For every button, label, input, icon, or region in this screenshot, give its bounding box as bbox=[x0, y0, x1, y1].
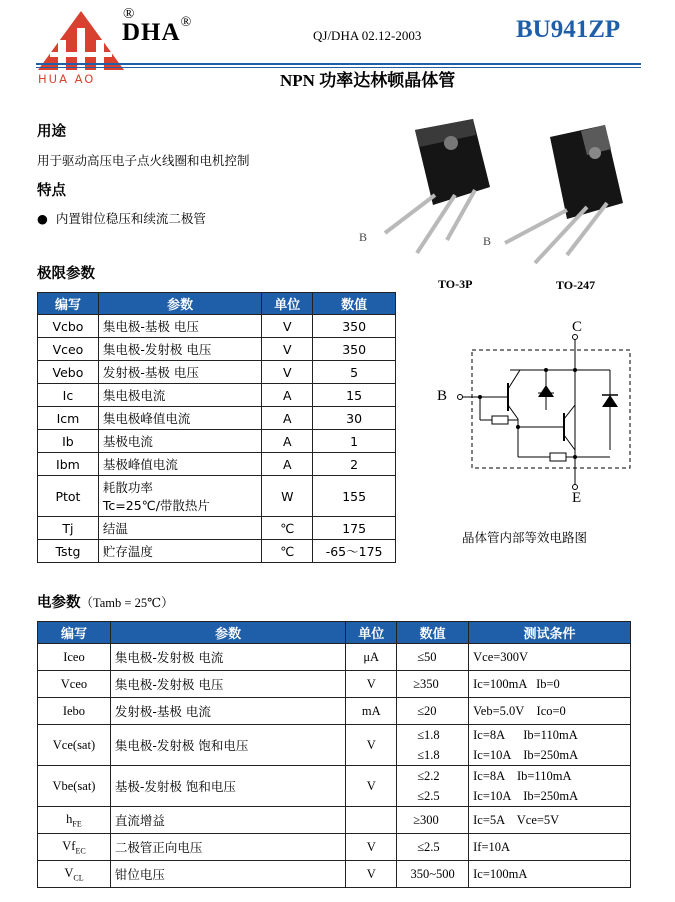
value-cell: 350 bbox=[313, 338, 396, 361]
unit-cell: V bbox=[346, 725, 397, 766]
param-cell: 集电极-发射极 电流 bbox=[110, 644, 345, 671]
unit-cell: V bbox=[346, 671, 397, 698]
value-cell: -65～175 bbox=[313, 540, 396, 563]
limits-table bbox=[37, 292, 396, 563]
value-cell: 350~500 bbox=[397, 861, 469, 888]
elec-col-symbol: 编写 bbox=[38, 622, 111, 644]
value-cell: ≤2.5 bbox=[397, 834, 469, 861]
to247-package bbox=[505, 125, 623, 263]
unit-cell: V bbox=[262, 338, 313, 361]
usage-text: 用于驱动高压电子点火线圈和电机控制 bbox=[37, 153, 250, 168]
value-cell: ≤2.2 ≤2.5 bbox=[397, 766, 469, 807]
symbol-cell: Vce(sat) bbox=[38, 725, 111, 766]
table-row bbox=[38, 407, 396, 430]
param-cell: 集电极电流 bbox=[98, 384, 262, 407]
param-cell: 集电极-基极 电压 bbox=[98, 315, 262, 338]
symbol-cell: Iebo bbox=[38, 698, 111, 725]
brand-name: DHA® bbox=[122, 15, 193, 46]
symbol-cell: Ibm bbox=[38, 453, 99, 476]
header-rule bbox=[36, 63, 641, 65]
param-cell: 钳位电压 bbox=[110, 861, 345, 888]
table-row bbox=[38, 671, 631, 698]
param-cell: 基极-发射极 饱和电压 bbox=[110, 766, 345, 807]
usage-title: 用途 bbox=[37, 124, 66, 140]
table-row bbox=[38, 861, 631, 888]
value-cell: ≤20 bbox=[397, 698, 469, 725]
param-cell: 结温 bbox=[98, 517, 262, 540]
unit-cell: A bbox=[262, 453, 313, 476]
unit-cell: V bbox=[346, 834, 397, 861]
unit-cell: mA bbox=[346, 698, 397, 725]
electrical-table bbox=[37, 621, 631, 888]
table-row bbox=[38, 517, 396, 540]
logo-registered-mark: ® bbox=[123, 6, 135, 22]
unit-cell: V bbox=[346, 766, 397, 807]
unit-cell: A bbox=[262, 384, 313, 407]
unit-cell: A bbox=[262, 407, 313, 430]
unit-cell: A bbox=[262, 430, 313, 453]
circuit-caption: 晶体管内部等效电路图 bbox=[462, 530, 588, 545]
features-title: 特点 bbox=[37, 183, 66, 199]
param-cell: 发射极-基极 电流 bbox=[110, 698, 345, 725]
value-cell: 175 bbox=[313, 517, 396, 540]
unit-cell: μA bbox=[346, 644, 397, 671]
value-cell: 5 bbox=[313, 361, 396, 384]
table-row bbox=[38, 807, 631, 834]
symbol-cell: Ib bbox=[38, 430, 99, 453]
elec-col-value: 数值 bbox=[397, 622, 469, 644]
symbol-cell: Icm bbox=[38, 407, 99, 430]
param-cell: 贮存温度 bbox=[98, 540, 262, 563]
condition-cell: Ic=100mA Ib=0 bbox=[469, 671, 631, 698]
value-cell: 155 bbox=[313, 476, 396, 517]
condition-cell: Ic=8A Ib=110mA Ic=10A Ib=250mA bbox=[469, 766, 631, 807]
circuit-label-e: E bbox=[572, 490, 582, 506]
package-label-to247: TO-247 bbox=[556, 278, 596, 292]
logo-text: HUA AO bbox=[38, 72, 96, 86]
table-row bbox=[38, 540, 396, 563]
symbol-cell: Vbe(sat) bbox=[38, 766, 111, 807]
circuit-label-c: C bbox=[572, 319, 583, 335]
table-row bbox=[38, 430, 396, 453]
table-row bbox=[38, 725, 631, 766]
param-cell: 二极管正向电压 bbox=[110, 834, 345, 861]
pin-b-label-right: B bbox=[483, 234, 492, 248]
elec-col-unit: 单位 bbox=[346, 622, 397, 644]
value-cell: ≥350 bbox=[397, 671, 469, 698]
param-cell: 集电极-发射极 电压 bbox=[98, 338, 262, 361]
symbol-cell: $V_{CL}$ bbox=[38, 861, 111, 888]
value-cell: 350 bbox=[313, 315, 396, 338]
table-row bbox=[38, 453, 396, 476]
feature-item: ● 内置钳位稳压和续流二极管 bbox=[37, 211, 206, 226]
table-row bbox=[38, 476, 396, 517]
limits-title: 极限参数 bbox=[37, 266, 95, 282]
symbol-cell: Tj bbox=[38, 517, 99, 540]
electrical-header-row bbox=[38, 622, 631, 644]
symbol-cell: Ptot bbox=[38, 476, 99, 517]
table-row bbox=[38, 384, 396, 407]
circuit-label-b: B bbox=[437, 388, 448, 404]
table-row bbox=[38, 315, 396, 338]
unit-cell: ℃ bbox=[262, 540, 313, 563]
limits-col-symbol: 编写 bbox=[38, 293, 99, 315]
table-row bbox=[38, 338, 396, 361]
param-cell: 集电极-发射极 饱和电压 bbox=[110, 725, 345, 766]
table-row bbox=[38, 834, 631, 861]
unit-cell: W bbox=[262, 476, 313, 517]
symbol-cell: Vceo bbox=[38, 671, 111, 698]
value-cell: 30 bbox=[313, 407, 396, 430]
value-cell: ≤1.8 ≤1.8 bbox=[397, 725, 469, 766]
symbol-cell: Vcbo bbox=[38, 315, 99, 338]
value-cell: 1 bbox=[313, 430, 396, 453]
param-cell: 集电极峰值电流 bbox=[98, 407, 262, 430]
limits-header-row bbox=[38, 293, 396, 315]
symbol-cell: $Vf_{EC}$ bbox=[38, 834, 111, 861]
condition-cell: Veb=5.0V Ico=0 bbox=[469, 698, 631, 725]
table-row bbox=[38, 361, 396, 384]
limits-col-param: 参数 bbox=[98, 293, 262, 315]
value-cell: 15 bbox=[313, 384, 396, 407]
table-row bbox=[38, 766, 631, 807]
condition-cell: If=10A bbox=[469, 834, 631, 861]
limits-col-unit: 单位 bbox=[262, 293, 313, 315]
table-row bbox=[38, 698, 631, 725]
to3p-package bbox=[385, 119, 490, 253]
param-cell: 基极电流 bbox=[98, 430, 262, 453]
electrical-title: 电参数（Tamb = 25℃） bbox=[37, 595, 174, 611]
symbol-cell: Vebo bbox=[38, 361, 99, 384]
value-cell: 2 bbox=[313, 453, 396, 476]
unit-cell: V bbox=[346, 861, 397, 888]
condition-cell: Ic=5A Vce=5V bbox=[469, 807, 631, 834]
condition-cell: Ic=8A Ib=110mA Ic=10A Ib=250mA bbox=[469, 725, 631, 766]
value-cell: ≥300 bbox=[397, 807, 469, 834]
part-number: BU941ZP bbox=[516, 16, 621, 43]
elec-col-condition: 测试条件 bbox=[469, 622, 631, 644]
symbol-cell: Iceo bbox=[38, 644, 111, 671]
equivalent-circuit bbox=[440, 315, 640, 515]
unit-cell: ℃ bbox=[262, 517, 313, 540]
pin-b-label-left: B bbox=[359, 230, 368, 244]
elec-col-param: 参数 bbox=[110, 622, 345, 644]
value-cell: ≤50 bbox=[397, 644, 469, 671]
param-cell: 发射极-基极 电压 bbox=[98, 361, 262, 384]
unit-cell: V bbox=[262, 315, 313, 338]
document-reference: QJ/DHA 02.12-2003 bbox=[313, 28, 422, 43]
symbol-cell: Tstg bbox=[38, 540, 99, 563]
param-cell: 集电极-发射极 电压 bbox=[110, 671, 345, 698]
symbol-cell: $h_{FE}$ bbox=[38, 807, 111, 834]
symbol-cell: Ic bbox=[38, 384, 99, 407]
package-label-to3p: TO-3P bbox=[438, 277, 473, 291]
page-title: NPN 功率达林顿晶体管 bbox=[280, 71, 456, 90]
param-cell: 直流增益 bbox=[110, 807, 345, 834]
table-row bbox=[38, 644, 631, 671]
unit-cell bbox=[346, 807, 397, 834]
param-cell: 基极峰值电流 bbox=[98, 453, 262, 476]
symbol-cell: Vceo bbox=[38, 338, 99, 361]
condition-cell: Vce=300V bbox=[469, 644, 631, 671]
limits-col-value: 数值 bbox=[313, 293, 396, 315]
param-cell: 耗散功率 Tc=25℃/带散热片 bbox=[98, 476, 262, 517]
package-drawings bbox=[355, 115, 640, 275]
unit-cell: V bbox=[262, 361, 313, 384]
condition-cell: Ic=100mA bbox=[469, 861, 631, 888]
